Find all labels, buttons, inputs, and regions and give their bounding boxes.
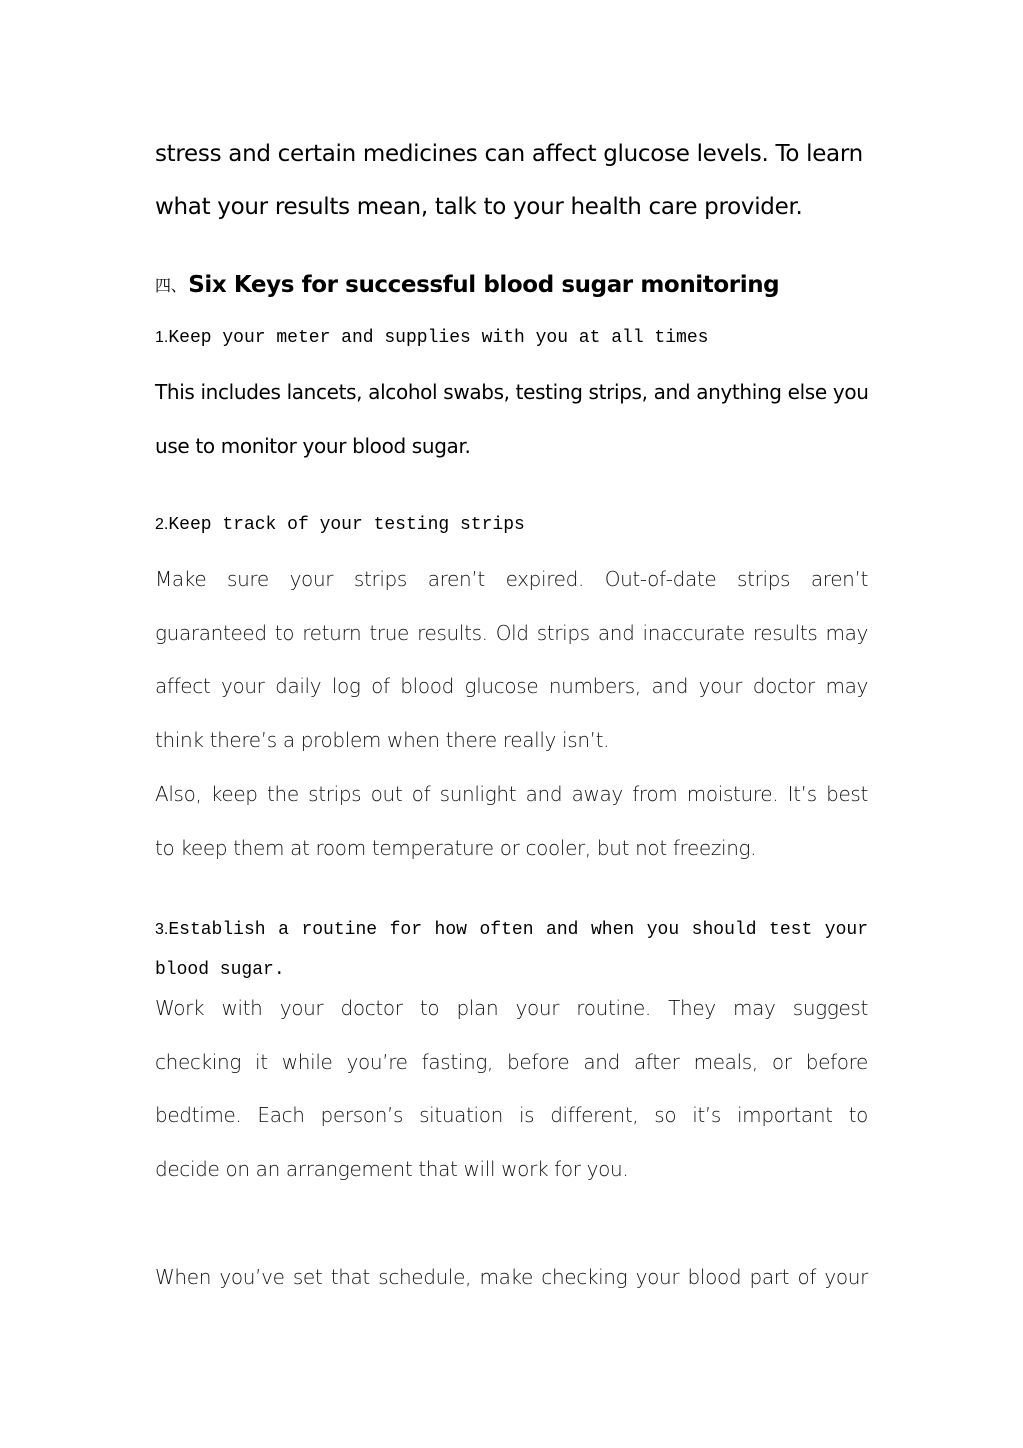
body-line: affect your daily log of blood glucose numbers, and your doctor may bbox=[155, 674, 868, 699]
section-prefix: 四、 bbox=[155, 276, 187, 295]
item-2-heading bbox=[155, 505, 868, 545]
section-heading bbox=[155, 266, 868, 305]
item-1-body bbox=[155, 366, 868, 473]
body-line: This includes lancets, alcohol swabs, testing strips, and anything else you bbox=[155, 380, 869, 404]
section-title: Six Keys for successful blood sugar monitoring bbox=[188, 272, 780, 298]
item-1-heading bbox=[155, 318, 868, 358]
item-2-number: 2. bbox=[155, 516, 169, 533]
item-3-body bbox=[155, 982, 868, 1196]
item-1-title: Keep your meter and supplies with you at all times bbox=[168, 328, 709, 348]
item-2-title: Keep track of your testing strips bbox=[168, 515, 525, 535]
item-3-title: Establish a routine for how often and when you should test your blood sugar. bbox=[155, 920, 868, 980]
body-line: bedtime. Each person’s situation is different, so it’s important to bbox=[155, 1103, 868, 1128]
body-line: use to monitor your blood sugar. bbox=[155, 433, 471, 458]
item-2-extra bbox=[155, 768, 868, 875]
item-3-heading bbox=[155, 910, 868, 990]
intro-line: what your results mean, talk to your health care provider. bbox=[155, 194, 803, 220]
item-3-number: 3. bbox=[155, 921, 169, 938]
body-line: guaranteed to return true results. Old strips and inaccurate results may bbox=[155, 620, 868, 645]
body-line: checking it while you’re fasting, before and after meals, or before bbox=[155, 1049, 868, 1074]
item-3-extra bbox=[155, 1251, 868, 1305]
intro-paragraph bbox=[155, 128, 868, 234]
body-line: think there’s a problem when there really isn’t. bbox=[155, 727, 610, 752]
body-line: decide on an arrangement that will work for you. bbox=[155, 1156, 629, 1181]
body-line: Work with your doctor to plan your routine. They may suggest bbox=[155, 996, 868, 1020]
body-line: Also, keep the strips out of sunlight and away from moisture. It’s best bbox=[155, 782, 868, 806]
item-1-number: 1. bbox=[155, 329, 169, 346]
body-line: Make sure your strips aren’t expired. Out-of-date strips aren’t bbox=[155, 567, 868, 591]
body-line: to keep them at room temperature or cooler, but not freezing. bbox=[155, 835, 757, 860]
body-line: When you’ve set that schedule, make checking your blood part of your bbox=[155, 1265, 868, 1289]
item-2-body bbox=[155, 553, 868, 767]
intro-line: stress and certain medicines can affect glucose levels. To learn bbox=[155, 141, 863, 167]
